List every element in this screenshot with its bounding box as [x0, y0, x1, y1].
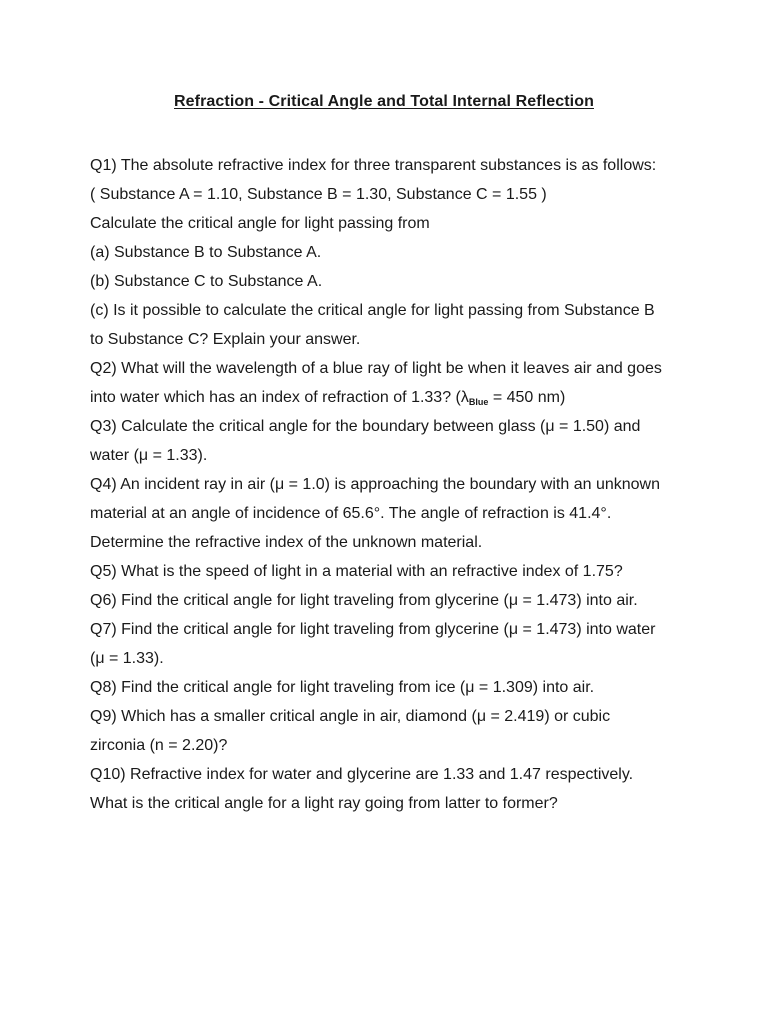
q1-line-3: Calculate the critical angle for light passing from: [90, 215, 430, 232]
q9-line-1: Q9) Which has a smaller critical angle in air, diamond (μ = 2.419) or cubic: [90, 708, 611, 725]
q1-part-b: (b) Substance C to Substance A.: [90, 273, 323, 290]
q4-line-3: Determine the refractive index of the unknown material.: [90, 534, 483, 551]
q4-line-1: Q4) An incident ray in air (μ = 1.0) is approaching the boundary with an unknown: [90, 476, 660, 493]
q5-line-1: Q5) What is the speed of light in a material with an refractive index of 1.75?: [90, 563, 623, 580]
q2-line-1: Q2) What will the wavelength of a blue ray of light be when it leaves air and goes: [90, 360, 662, 377]
q2-line-2-text: into water which has an index of refraction of 1.33? (λ: [90, 389, 469, 406]
q4-line-2: material at an angle of incidence of 65.6°. The angle of refraction is 41.4°.: [90, 505, 612, 522]
q10-line-2: What is the critical angle for a light ray going from latter to former?: [90, 795, 558, 812]
q9-line-2: zirconia (n = 2.20)?: [90, 737, 228, 754]
lambda-subscript: Blue: [468, 397, 489, 407]
q2-line-2: [90, 383, 710, 412]
q3-line-2: water (μ = 1.33).: [90, 447, 208, 464]
q1-part-c-line-2: to Substance C? Explain your answer.: [90, 331, 361, 348]
question-list: [90, 151, 710, 818]
q3-line-1: Q3) Calculate the critical angle for the boundary between glass (μ = 1.50) and: [90, 418, 641, 435]
page-title: Refraction - Critical Angle and Total Internal Reflection: [174, 93, 594, 110]
q1-line-2: ( Substance A = 1.10, Substance B = 1.30, Substance C = 1.55 ): [90, 186, 547, 203]
q7-line-1: Q7) Find the critical angle for light traveling from glycerine (μ = 1.473) into water: [90, 621, 656, 638]
q8-line-1: Q8) Find the critical angle for light traveling from ice (μ = 1.309) into air.: [90, 679, 595, 696]
q7-line-2: (μ = 1.33).: [90, 650, 164, 667]
q2-line-2-value: = 450 nm): [488, 389, 566, 406]
q1-part-c-line-1: (c) Is it possible to calculate the critical angle for light passing from Substance B: [90, 302, 655, 319]
q6-line-1: Q6) Find the critical angle for light traveling from glycerine (μ = 1.473) into air.: [90, 592, 638, 609]
q10-line-1: Q10) Refractive index for water and glycerine are 1.33 and 1.47 respectively.: [90, 766, 634, 783]
q1-part-a: (a) Substance B to Substance A.: [90, 244, 322, 261]
q1-line-1: Q1) The absolute refractive index for three transparent substances is as follows:: [90, 157, 657, 174]
